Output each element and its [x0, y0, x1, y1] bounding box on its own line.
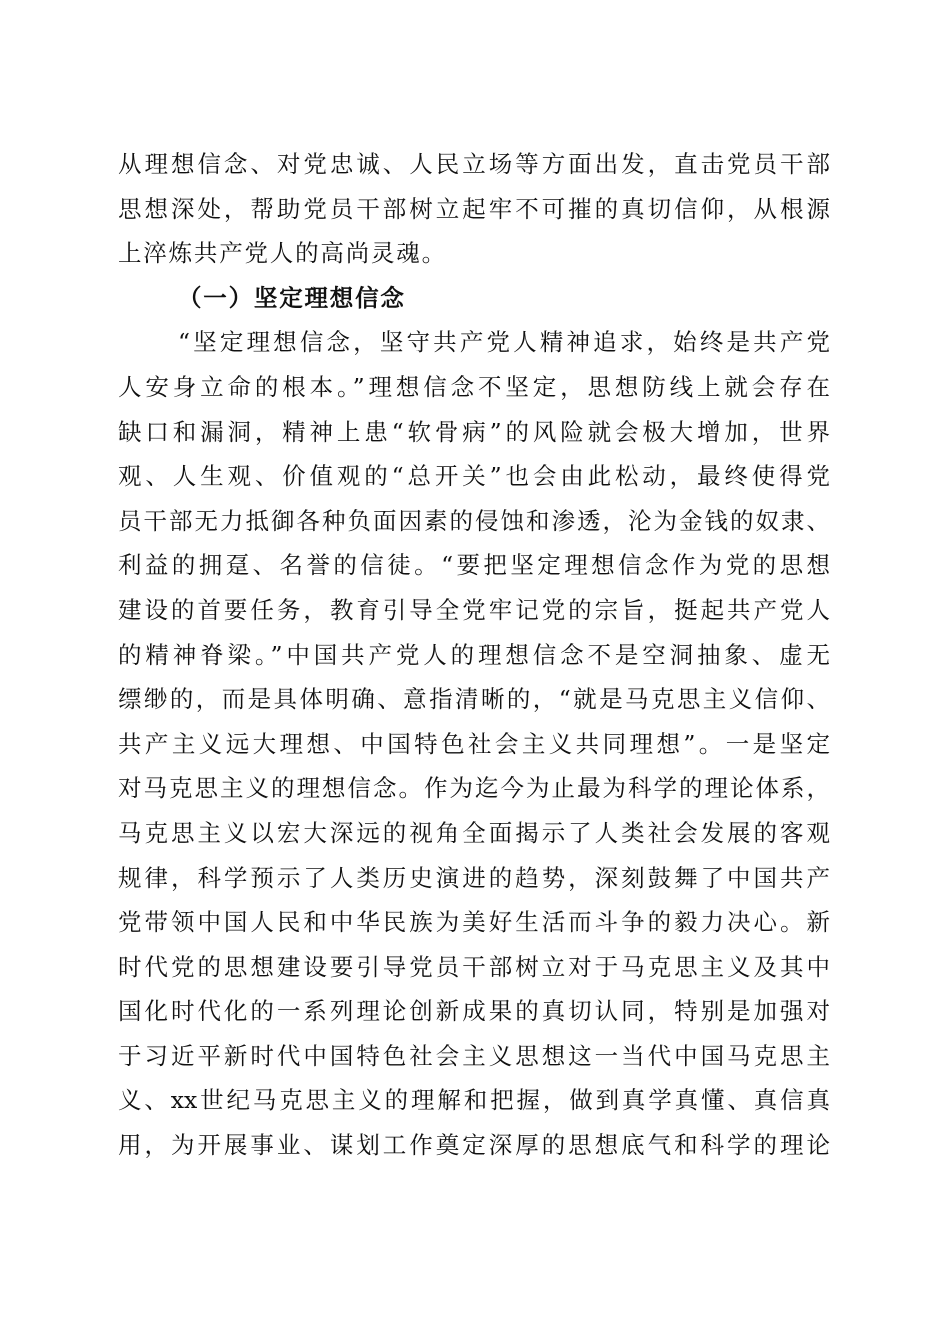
text-line: 缺口和漏洞，精神上患“软骨病”的风险就会极大增加，世界	[118, 417, 830, 446]
text-line: 党带领中国人民和中华民族为美好生活而斗争的毅力决心。新	[118, 908, 830, 937]
text-line: 用，为开展事业、谋划工作奠定深厚的思想底气和科学的理论	[118, 1131, 830, 1160]
text-line: 的精神脊梁。”中国共产党人的理想信念不是空洞抽象、虚无	[118, 640, 830, 669]
text-line: 规律，科学预示了人类历史演进的趋势，深刻鼓舞了中国共产	[118, 863, 830, 892]
text-line: “坚定理想信念，坚守共产党人精神追求，始终是共产党	[178, 328, 830, 357]
text-line: 对马克思主义的理想信念。作为迄今为止最为科学的理论体系，	[118, 774, 830, 803]
text-line: 利益的拥趸、名誉的信徒。“要把坚定理想信念作为党的思想	[118, 551, 830, 580]
text-line: 人安身立命的根本。”理想信念不坚定，思想防线上就会存在	[118, 372, 830, 401]
text-line: 缥缈的，而是具体明确、意指清晰的，“就是马克思主义信仰、	[118, 685, 830, 714]
text-line: 国化时代化的一系列理论创新成果的真切认同，特别是加强对	[118, 997, 830, 1026]
text-line: 思想深处，帮助党员干部树立起牢不可摧的真切信仰，从根源	[118, 194, 830, 223]
text-line: 上淬炼共产党人的高尚灵魂。	[118, 239, 447, 268]
text-line: 时代党的思想建设要引导党员干部树立对于马克思主义及其中	[118, 952, 830, 981]
text-line: 于习近平新时代中国特色社会主义思想这一当代中国马克思主	[118, 1041, 830, 1070]
text-line: 观、人生观、价值观的“总开关”也会由此松动，最终使得党	[118, 462, 830, 491]
text-line: 马克思主义以宏大深远的视角全面揭示了人类社会发展的客观	[118, 818, 830, 847]
section-heading: （一）坚定理想信念	[178, 283, 406, 312]
text-line: 共产主义远大理想、中国特色社会主义共同理想”。一是坚定	[118, 729, 830, 758]
text-line: 义、xx世纪马克思主义的理解和把握，做到真学真懂、真信真	[118, 1086, 830, 1115]
document-body	[118, 142, 830, 1168]
text-line: 从理想信念、对党忠诚、人民立场等方面出发，直击党员干部	[118, 150, 830, 178]
text-line: 员干部无力抵御各种负面因素的侵蚀和渗透，沦为金钱的奴隶、	[118, 506, 830, 535]
text-line: 建设的首要任务，教育引导全党牢记党的宗旨，挺起共产党人	[118, 595, 830, 624]
